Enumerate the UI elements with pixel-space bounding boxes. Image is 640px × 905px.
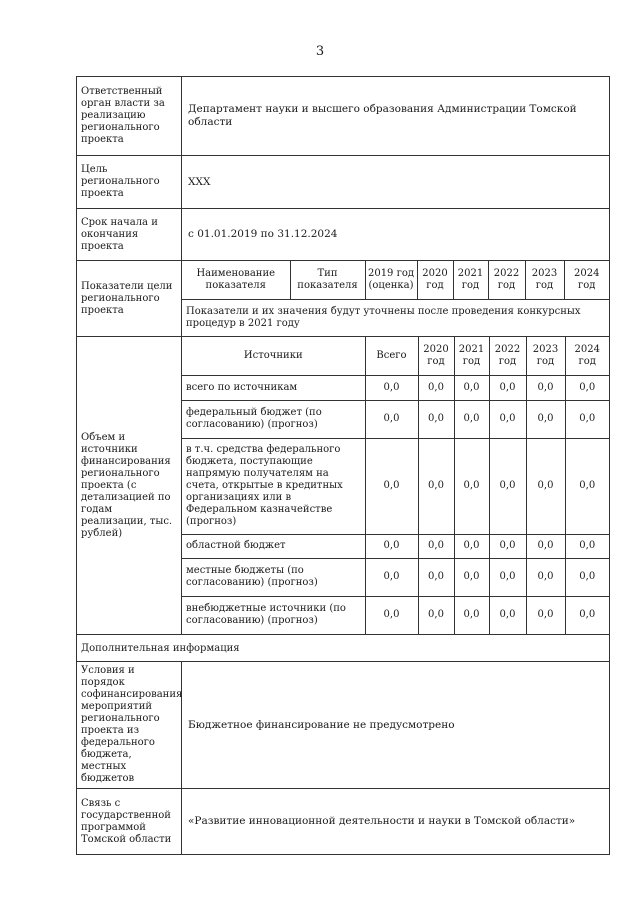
funding-value-cell: 0,0 — [454, 375, 489, 400]
funding-value-cell: 0,0 — [526, 596, 565, 634]
goal-row — [77, 156, 610, 209]
term-value: с 01.01.2019 по 31.12.2024 — [182, 209, 610, 261]
funding-table — [182, 337, 609, 634]
funding-row — [77, 337, 610, 635]
funding-source-name: всего по источникам — [182, 375, 365, 400]
cofinancing-label: Условия и порядок софинансирования мероприятий регионального проекта из федерального бюджета, местных бюджетов — [77, 662, 182, 789]
funding-value-cell: 0,0 — [365, 534, 418, 558]
funding-source-name: в т.ч. средства федерального бюджета, поступающие напрямую получателям на счета, открытые в кредитных организациях или в Федеральном казначействе (прогноз) — [182, 438, 365, 534]
term-label: Срок начала и окончания проекта — [77, 209, 182, 261]
funding-value-cell: 0,0 — [489, 558, 526, 596]
indicators-row — [77, 261, 610, 337]
project-passport-table — [76, 76, 610, 855]
funding-value-cell: 0,0 — [454, 438, 489, 534]
funding-value-cell: 0,0 — [454, 534, 489, 558]
funding-value-cell: 0,0 — [365, 400, 418, 438]
funding-value-cell: 0,0 — [526, 558, 565, 596]
funding-value-cell: 0,0 — [565, 400, 609, 438]
indicators-header: 2021 год — [453, 261, 488, 299]
funding-value-cell: 0,0 — [365, 438, 418, 534]
funding-value-cell: 0,0 — [418, 558, 454, 596]
funding-source-name: федеральный бюджет (по согласованию) (прогноз) — [182, 400, 365, 438]
funding-source-row — [182, 558, 609, 596]
link-value: «Развитие инновационной деятельности и науки в Томской области» — [182, 789, 610, 855]
page-number: 3 — [315, 44, 325, 59]
funding-value-cell: 0,0 — [526, 534, 565, 558]
responsible-value: Департамент науки и высшего образования Администрации Томской области — [182, 77, 610, 156]
funding-value-cell: 0,0 — [418, 534, 454, 558]
funding-value-cell: 0,0 — [489, 534, 526, 558]
funding-value-cell: 0,0 — [489, 400, 526, 438]
link-label: Связь с государственной программой Томской области — [77, 789, 182, 855]
funding-value-cell: 0,0 — [454, 400, 489, 438]
indicators-header-row — [182, 261, 609, 299]
funding-header: 2020 год — [418, 337, 454, 375]
funding-value-cell: 0,0 — [418, 375, 454, 400]
indicators-header: 2024 год — [564, 261, 609, 299]
indicators-header: 2022 год — [488, 261, 525, 299]
funding-value-cell: 0,0 — [418, 596, 454, 634]
funding-value-cell: 0,0 — [565, 438, 609, 534]
funding-source-name: местные бюджеты (по согласованию) (прогноз) — [182, 558, 365, 596]
funding-value-cell: 0,0 — [489, 596, 526, 634]
funding-value-cell: 0,0 — [454, 558, 489, 596]
funding-value-cell: 0,0 — [365, 558, 418, 596]
funding-header: 2022 год — [489, 337, 526, 375]
funding-value-cell: 0,0 — [365, 375, 418, 400]
funding-source-row — [182, 375, 609, 400]
responsible-row — [77, 77, 610, 156]
funding-value-cell: 0,0 — [526, 438, 565, 534]
indicators-note-row — [182, 299, 609, 336]
additional-row — [77, 635, 610, 662]
indicators-note: Показатели и их значения будут уточнены после проведения конкурсных процедур в 2021 году — [182, 299, 609, 336]
funding-value-cell: 0,0 — [418, 400, 454, 438]
funding-value-cell: 0,0 — [365, 596, 418, 634]
funding-header-row — [182, 337, 609, 375]
funding-source-row — [182, 534, 609, 558]
funding-header: Всего — [365, 337, 418, 375]
funding-value-cell: 0,0 — [565, 558, 609, 596]
additional-label: Дополнительная информация — [77, 635, 610, 662]
funding-value-cell: 0,0 — [526, 375, 565, 400]
funding-source-row — [182, 596, 609, 634]
funding-value-cell: 0,0 — [489, 375, 526, 400]
indicators-table — [182, 261, 609, 336]
funding-value-cell: 0,0 — [454, 596, 489, 634]
funding-header: 2021 год — [454, 337, 489, 375]
goal-value: XXX — [182, 156, 610, 209]
funding-value-cell: 0,0 — [526, 400, 565, 438]
indicators-header: 2020 год — [417, 261, 453, 299]
cofinancing-row — [77, 662, 610, 789]
funding-label: Объем и источники финансирования регионального проекта (с детализацией по годам реализации, тыс. рублей) — [77, 337, 182, 635]
funding-header: Источники — [182, 337, 365, 375]
funding-header: 2024 год — [565, 337, 609, 375]
responsible-label: Ответственный орган власти за реализацию регионального проекта — [77, 77, 182, 156]
funding-header: 2023 год — [526, 337, 565, 375]
funding-source-name: областной бюджет — [182, 534, 365, 558]
funding-value-cell: 0,0 — [489, 438, 526, 534]
indicators-header: 2019 год (оценка) — [365, 261, 417, 299]
funding-source-row — [182, 438, 609, 534]
indicators-label: Показатели цели регионального проекта — [77, 261, 182, 337]
cofinancing-value: Бюджетное финансирование не предусмотрено — [182, 662, 610, 789]
indicators-header: 2023 год — [525, 261, 564, 299]
funding-value-cell: 0,0 — [565, 375, 609, 400]
funding-source-name: внебюджетные источники (по согласованию) (прогноз) — [182, 596, 365, 634]
funding-value-cell: 0,0 — [565, 596, 609, 634]
indicators-header: Наименование показателя — [182, 261, 290, 299]
link-row — [77, 789, 610, 855]
indicators-header: Тип показателя — [290, 261, 365, 299]
term-row — [77, 209, 610, 261]
funding-source-row — [182, 400, 609, 438]
funding-value-cell: 0,0 — [418, 438, 454, 534]
funding-value-cell: 0,0 — [565, 534, 609, 558]
goal-label: Цель регионального проекта — [77, 156, 182, 209]
